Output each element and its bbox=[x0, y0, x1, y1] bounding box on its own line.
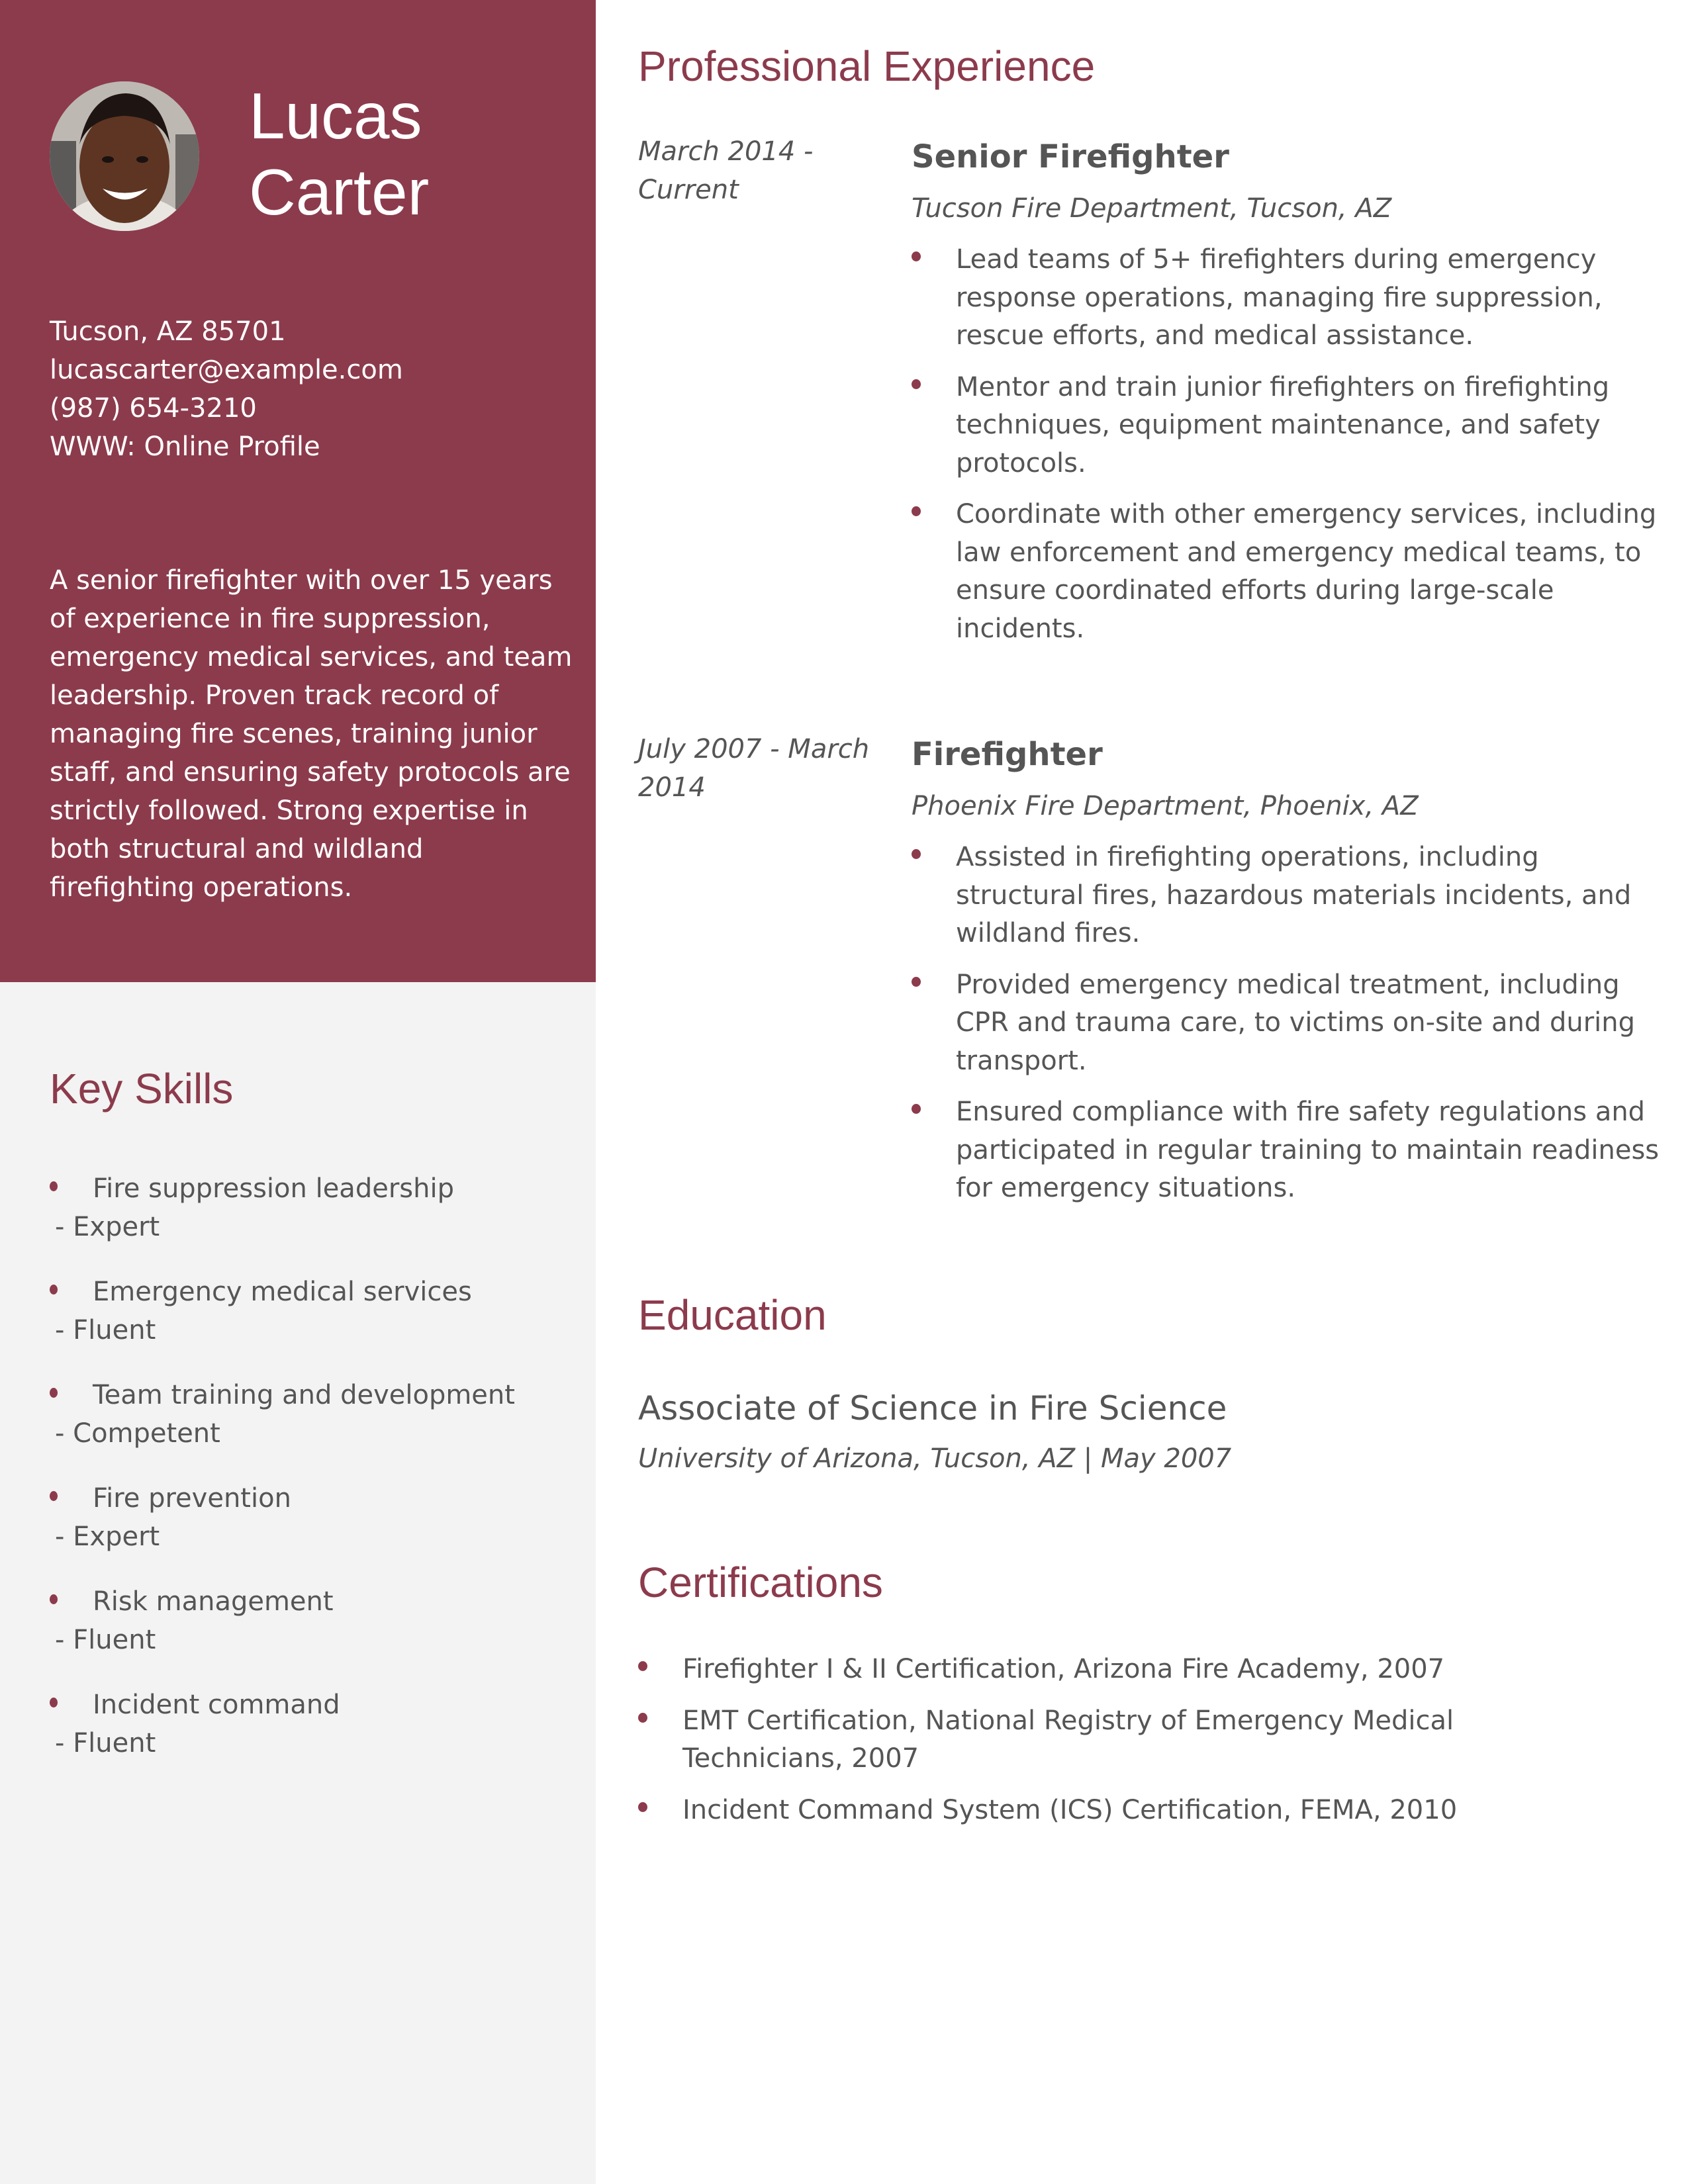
bullet-icon bbox=[50, 1388, 58, 1398]
list-item bbox=[638, 1702, 1565, 1778]
list-item bbox=[912, 369, 1660, 483]
skills-list bbox=[50, 1169, 579, 1789]
candidate-name bbox=[249, 78, 580, 230]
skill-name: Risk management bbox=[93, 1586, 334, 1617]
skill-level: - Expert bbox=[55, 1212, 160, 1242]
skill-item bbox=[50, 1582, 579, 1686]
bullet-icon bbox=[50, 1698, 58, 1707]
sidebar bbox=[0, 0, 596, 2184]
list-item bbox=[638, 1651, 1565, 1689]
skill-level: - Expert bbox=[55, 1522, 160, 1552]
bullet-icon bbox=[912, 1104, 921, 1114]
cert-text: EMT Certification, National Registry of Emergency Medical Technicians, 2007 bbox=[682, 1705, 1454, 1774]
bullet-icon bbox=[638, 1802, 647, 1812]
address: Tucson, AZ 85701 bbox=[50, 316, 286, 347]
skill-name: Fire suppression leadership bbox=[93, 1173, 454, 1204]
job-title: Senior Firefighter bbox=[912, 138, 1229, 175]
skill-name: Incident command bbox=[93, 1690, 340, 1720]
job-bullets bbox=[912, 839, 1660, 1208]
cert-bullets bbox=[638, 1651, 1565, 1829]
experience-heading: Professional Experience bbox=[638, 42, 1096, 90]
bullet-icon bbox=[912, 506, 921, 516]
bullet-text: Mentor and train junior firefighters on firefighting techniques, equipment maintenance, and safety protocols. bbox=[956, 371, 1610, 478]
bullet-icon bbox=[912, 977, 921, 987]
cert-text: Firefighter I & II Certification, Arizona Fire Academy, 2007 bbox=[682, 1654, 1445, 1684]
email-link[interactable]: lucascarter@example.com bbox=[50, 355, 403, 385]
profile-photo-icon bbox=[50, 81, 199, 231]
skill-item bbox=[50, 1479, 579, 1582]
bullet-icon bbox=[912, 849, 921, 859]
skill-item bbox=[50, 1686, 579, 1789]
list-item bbox=[912, 966, 1660, 1081]
bullet-icon bbox=[50, 1181, 58, 1191]
professional-summary: A senior firefighter with over 15 years of experience in fire suppression, emergency medical services, and team leadership. Proven track record of managing fire scenes, training junior staff, and ensuring safety protocols are strictly followed. Strong expertise in both structural and wildland firefighting operations. bbox=[50, 565, 573, 903]
bullet-icon bbox=[638, 1661, 647, 1671]
job-dates: March 2014 - Current bbox=[638, 136, 814, 205]
skills-heading: Key Skills bbox=[50, 1065, 234, 1113]
list-item bbox=[638, 1792, 1565, 1830]
job-dates: July 2007 - March 2014 bbox=[638, 734, 870, 803]
skill-name: Emergency medical services bbox=[93, 1277, 472, 1307]
first-name: Lucas bbox=[249, 79, 422, 152]
skill-level: - Fluent bbox=[55, 1728, 156, 1758]
bullet-icon bbox=[50, 1594, 58, 1604]
skill-item bbox=[50, 1376, 579, 1479]
list-item bbox=[912, 241, 1660, 355]
certifications-list bbox=[638, 1651, 1565, 1843]
education-school: University of Arizona, Tucson, AZ | May 2007 bbox=[638, 1443, 1232, 1474]
bullet-icon bbox=[912, 379, 921, 389]
job-body bbox=[912, 730, 1660, 1221]
cert-text: Incident Command System (ICS) Certification, FEMA, 2010 bbox=[682, 1794, 1458, 1825]
bullet-icon bbox=[912, 251, 921, 261]
bullet-text: Ensured compliance with fire safety regulations and participated in regular training to maintain readiness for emergency situations. bbox=[956, 1097, 1660, 1203]
bullet-icon bbox=[50, 1285, 58, 1295]
skill-name: Team training and development bbox=[93, 1380, 515, 1410]
bullet-icon bbox=[50, 1491, 58, 1501]
phone: (987) 654-3210 bbox=[50, 393, 257, 424]
list-item bbox=[912, 496, 1660, 648]
skill-item bbox=[50, 1169, 579, 1273]
bullet-text: Provided emergency medical treatment, including CPR and trauma care, to victims on-site and during transport. bbox=[956, 969, 1636, 1076]
skill-name: Fire prevention bbox=[93, 1483, 291, 1514]
contact-info bbox=[50, 312, 579, 466]
bullet-text: Assisted in firefighting operations, including structural fires, hazardous materials incidents, and wildland fires. bbox=[956, 842, 1632, 948]
skill-item bbox=[50, 1273, 579, 1376]
bullet-text: Coordinate with other emergency services, including law enforcement and emergency medical teams, to ensure coordinated efforts during large-scale incidents. bbox=[956, 499, 1657, 644]
website-link[interactable]: WWW: Online Profile bbox=[50, 432, 320, 462]
job-bullets bbox=[912, 241, 1660, 648]
list-item bbox=[912, 839, 1660, 953]
job-title: Firefighter bbox=[912, 736, 1103, 773]
list-item bbox=[912, 1093, 1660, 1208]
skill-level: - Fluent bbox=[55, 1625, 156, 1655]
job-body bbox=[912, 132, 1660, 661]
certifications-heading: Certifications bbox=[638, 1559, 883, 1606]
avatar bbox=[50, 81, 199, 231]
sidebar-header-panel bbox=[0, 0, 596, 982]
skill-level: - Fluent bbox=[55, 1315, 156, 1345]
bullet-icon bbox=[638, 1713, 647, 1723]
education-degree: Associate of Science in Fire Science bbox=[638, 1389, 1227, 1428]
skill-level: - Competent bbox=[55, 1418, 220, 1449]
education-heading: Education bbox=[638, 1291, 827, 1339]
job-company: Phoenix Fire Department, Phoenix, AZ bbox=[912, 791, 1419, 821]
bullet-text: Lead teams of 5+ firefighters during emergency response operations, managing fire suppression, rescue efforts, and medical assistance. bbox=[956, 244, 1603, 351]
last-name: Carter bbox=[249, 156, 430, 228]
job-company: Tucson Fire Department, Tucson, AZ bbox=[912, 193, 1392, 224]
